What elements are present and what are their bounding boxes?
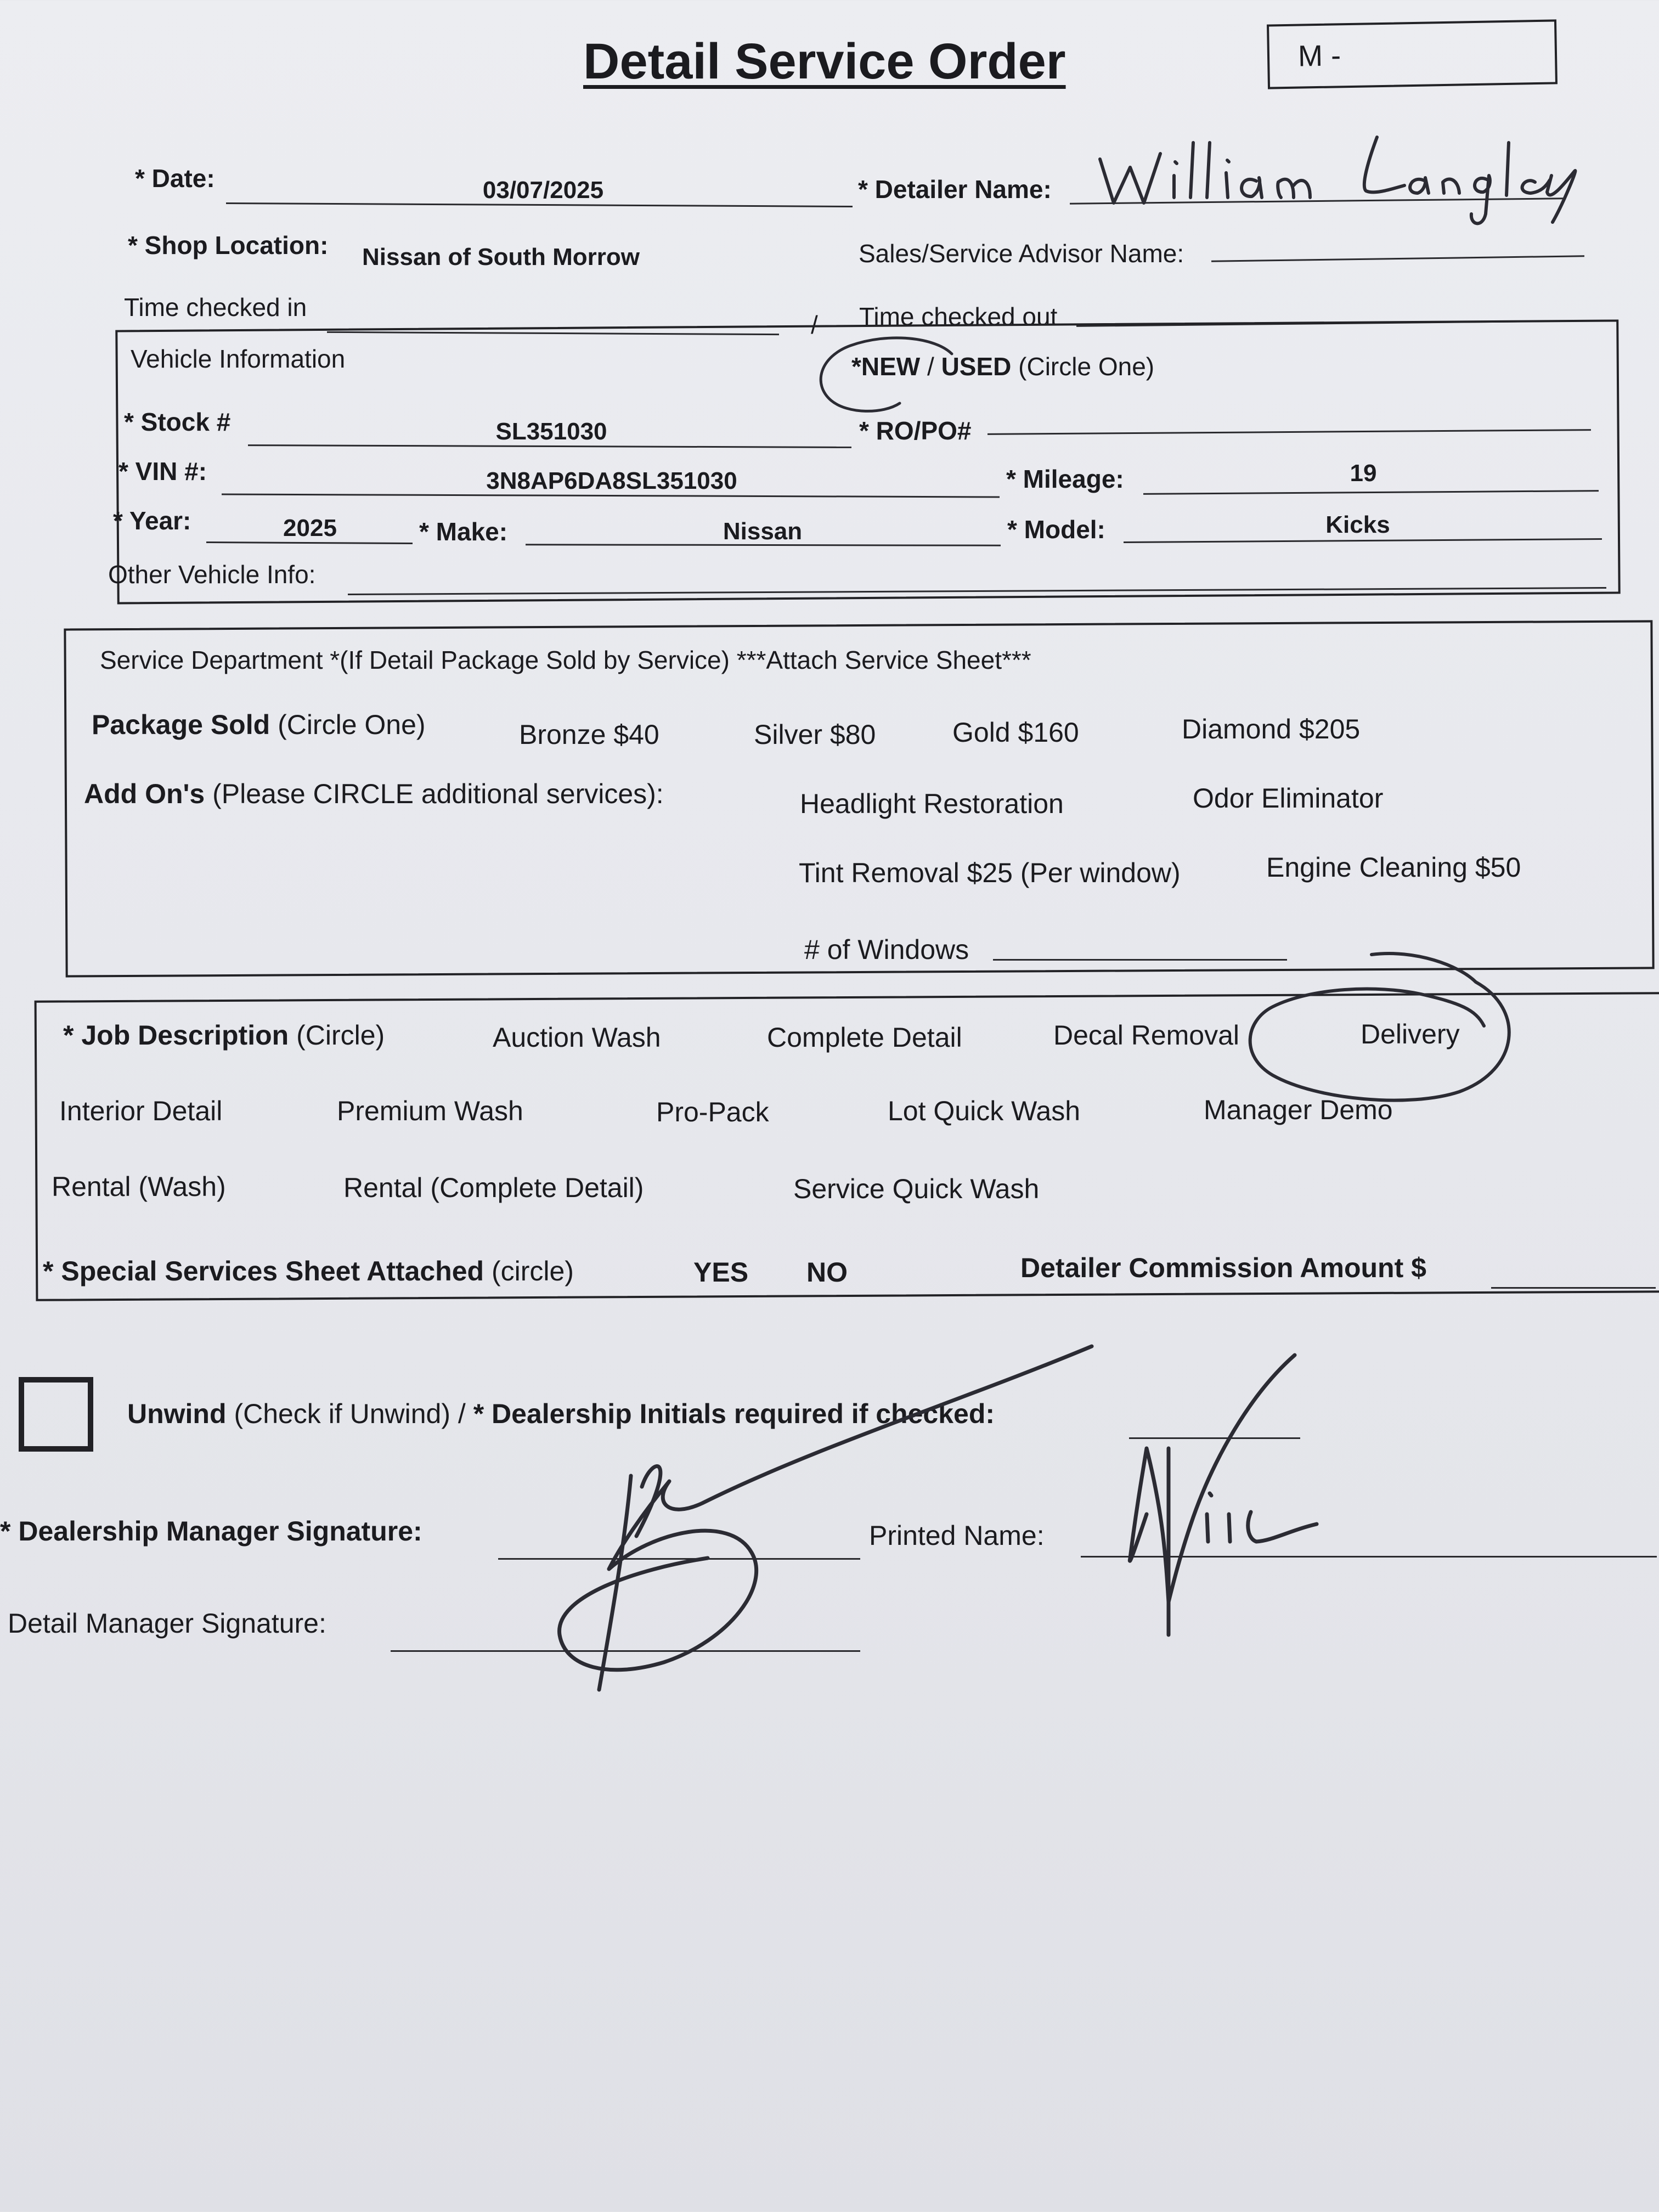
dealership-manager-signature-label: * Dealership Manager Signature: <box>0 1516 422 1547</box>
model-value: Kicks <box>1325 511 1390 538</box>
job-description-label: * Job Description (Circle) <box>63 1020 385 1051</box>
vehicle-info-header: Vehicle Information <box>131 345 346 373</box>
unwind-checkbox[interactable] <box>19 1377 93 1452</box>
year-value: 2025 <box>283 515 337 541</box>
year-label: * Year: <box>113 506 191 535</box>
special-services-no[interactable]: NO <box>806 1257 848 1288</box>
job-pro-pack[interactable]: Pro-Pack <box>656 1097 769 1127</box>
package-bronze[interactable]: Bronze $40 <box>519 719 659 750</box>
shop-location-label: * Shop Location: <box>128 231 329 259</box>
package-silver[interactable]: Silver $80 <box>754 719 876 750</box>
vin-label: * VIN #: <box>119 457 207 486</box>
job-decal-removal[interactable]: Decal Removal <box>1053 1020 1240 1051</box>
condition-circle-mark <box>806 326 988 425</box>
job-auction-wash[interactable]: Auction Wash <box>493 1022 661 1053</box>
service-department-header: Service Department *(If Detail Package Sold by Service) ***Attach Service Sheet*** <box>100 646 1031 674</box>
time-in-label: Time checked in <box>124 293 307 321</box>
stock-label: * Stock # <box>124 408 231 436</box>
shop-location-value: Nissan of South Morrow <box>362 244 640 270</box>
date-label: * Date: <box>135 164 215 193</box>
printed-name-handwriting <box>1114 1350 1344 1646</box>
commission-field[interactable] <box>1491 1287 1656 1289</box>
job-complete-detail[interactable]: Complete Detail <box>767 1022 962 1053</box>
package-diamond[interactable]: Diamond $205 <box>1182 714 1361 744</box>
detailer-name-label: * Detailer Name: <box>858 175 1052 204</box>
job-delivery[interactable]: Delivery <box>1361 1019 1460 1049</box>
mileage-value: 19 <box>1350 460 1377 487</box>
advisor-name-label: Sales/Service Advisor Name: <box>859 239 1184 268</box>
addon-engine-cleaning[interactable]: Engine Cleaning $50 <box>1266 852 1521 883</box>
time-separator: / <box>811 311 818 339</box>
vin-value: 3N8AP6DA8SL351030 <box>486 467 737 494</box>
job-service-quick-wash[interactable]: Service Quick Wash <box>793 1173 1040 1204</box>
job-rental-wash[interactable]: Rental (Wash) <box>52 1171 226 1202</box>
advisor-name-field[interactable] <box>1211 255 1584 262</box>
job-interior-detail[interactable]: Interior Detail <box>59 1096 223 1126</box>
make-value: Nissan <box>723 518 803 545</box>
detailer-name-value <box>0 0 4 1</box>
form-number-prefix: M - <box>1297 39 1341 73</box>
addon-odor-eliminator[interactable]: Odor Eliminator <box>1193 783 1384 814</box>
addons-label: Add On's (Please CIRCLE additional services): <box>84 778 664 809</box>
addon-headlight-restoration[interactable]: Headlight Restoration <box>800 788 1064 819</box>
date-value: 03/07/2025 <box>482 177 604 204</box>
condition-new[interactable]: *NEW <box>851 352 921 381</box>
stock-value: SL351030 <box>495 418 607 445</box>
package-gold[interactable]: Gold $160 <box>952 717 1079 748</box>
unwind-label: Unwind (Check if Unwind) / * Dealership Initials required if checked: <box>127 1398 995 1429</box>
job-premium-wash[interactable]: Premium Wash <box>337 1096 523 1126</box>
time-out-label: Time checked out <box>859 302 1058 331</box>
manager-signature-mark <box>472 1339 1108 1712</box>
special-services-label: * Special Services Sheet Attached (circle) <box>43 1256 574 1286</box>
package-sold-label: Package Sold (Circle One) <box>92 709 426 740</box>
job-manager-demo[interactable]: Manager Demo <box>1204 1094 1393 1125</box>
job-lot-quick-wash[interactable]: Lot Quick Wash <box>888 1096 1081 1126</box>
mileage-label: * Mileage: <box>1006 465 1124 493</box>
model-label: * Model: <box>1007 515 1105 544</box>
special-services-yes[interactable]: YES <box>693 1257 749 1288</box>
condition-used[interactable]: USED <box>941 352 1012 381</box>
make-label: * Make: <box>419 517 508 546</box>
printed-name-label: Printed Name: <box>869 1520 1045 1551</box>
other-vehicle-info-label: Other Vehicle Info: <box>108 560 316 589</box>
detailer-name-handwriting <box>1092 121 1585 230</box>
condition-hint: (Circle One) <box>1018 352 1155 381</box>
detail-manager-signature-label: Detail Manager Signature: <box>8 1608 326 1639</box>
delivery-circle-mark <box>1240 944 1536 1108</box>
windows-count-label: # of Windows <box>804 934 969 965</box>
job-rental-complete-detail[interactable]: Rental (Complete Detail) <box>343 1172 644 1203</box>
form-number-box[interactable] <box>1267 19 1558 89</box>
form-title: Detail Service Order <box>583 33 1066 89</box>
ro-po-label: * RO/PO# <box>859 416 972 445</box>
commission-label: Detailer Commission Amount $ <box>1020 1252 1426 1283</box>
condition-separator: / <box>927 352 934 381</box>
addon-tint-removal[interactable]: Tint Removal $25 (Per window) <box>799 857 1181 888</box>
